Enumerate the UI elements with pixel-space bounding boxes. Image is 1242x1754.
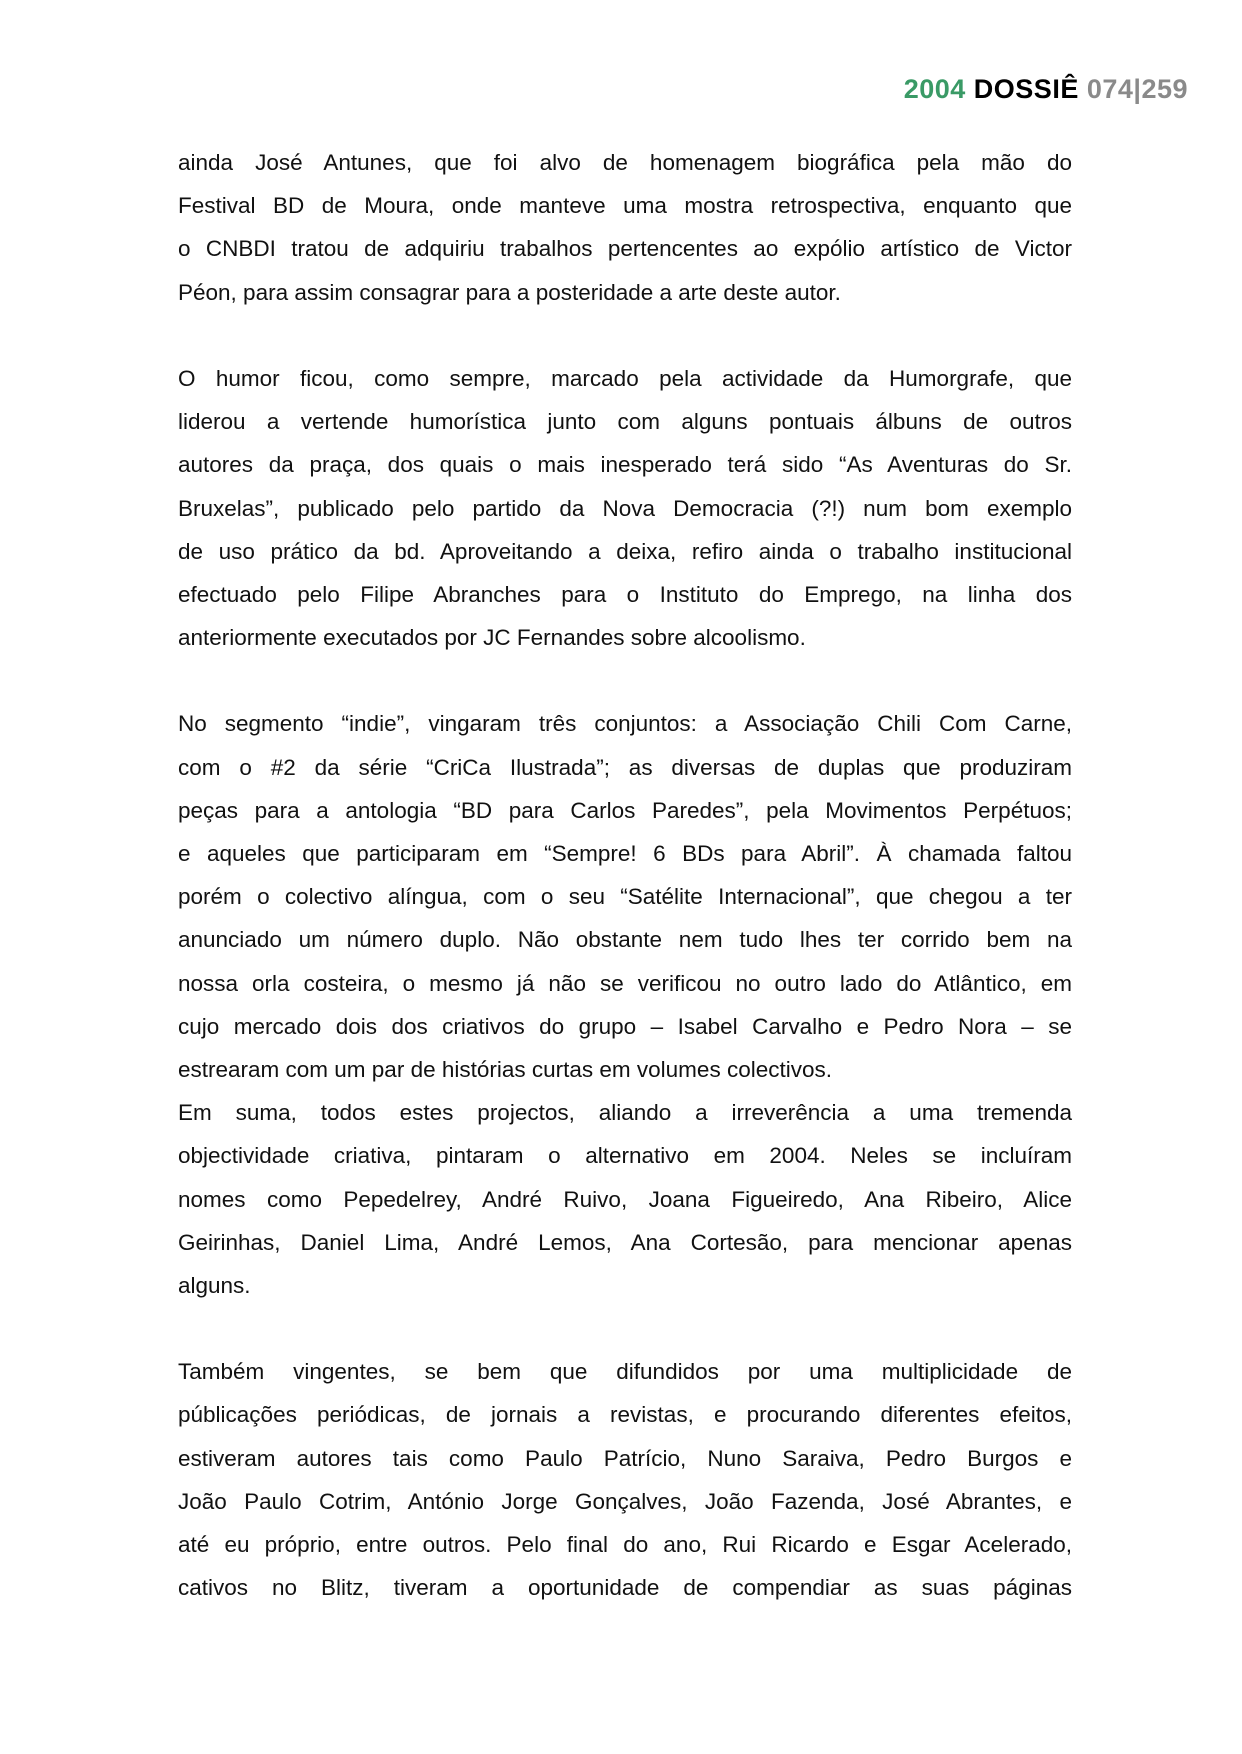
text-line: porém o colectivo alíngua, com o seu “Satélite Internacional”, que chegou a ter [178, 884, 1072, 910]
text-line: anteriormente executados por JC Fernandes sobre alcoolismo. [178, 625, 806, 651]
text-line: com o #2 da série “CriCa Ilustrada”; as diversas de duplas que produziram [178, 754, 1072, 780]
text-line: Geirinhas, Daniel Lima, André Lemos, Ana Cortesão, para mencionar apenas [178, 1229, 1072, 1255]
header-year: 2004 [903, 74, 966, 104]
paragraph [178, 702, 1072, 1091]
text-line: públicações periódicas, de jornais a revistas, e procurando diferentes efeitos, [178, 1402, 1072, 1428]
text-line: anunciado um número duplo. Não obstante nem tudo lhes ter corrido bem na [178, 927, 1072, 953]
paragraph-spacer [178, 659, 1072, 702]
paragraph [178, 357, 1072, 659]
text-line: o CNBDI tratou de adquiriu trabalhos pertencentes ao expólio artístico de Victor [178, 236, 1072, 262]
paragraph-spacer [178, 1307, 1072, 1350]
text-line: alguns. [178, 1272, 251, 1298]
text-line: Péon, para assim consagrar para a posteridade a arte deste autor. [178, 279, 841, 305]
text-line: liderou a vertende humorística junto com alguns pontuais álbuns de outros [178, 409, 1072, 435]
text-line: Festival BD de Moura, onde manteve uma mostra retrospectiva, enquanto que [178, 193, 1072, 219]
text-line: de uso prático da bd. Aproveitando a deixa, refiro ainda o trabalho institucional [178, 538, 1072, 564]
text-line: ainda José Antunes, que foi alvo de homenagem biográfica pela mão do [178, 150, 1072, 175]
text-line: No segmento “indie”, vingaram três conjuntos: a Associação Chili Com Carne, [178, 711, 1072, 737]
paragraph [178, 1350, 1072, 1609]
text-line: peças para a antologia “BD para Carlos Paredes”, pela Movimentos Perpétuos; [178, 797, 1072, 823]
text-line: Em suma, todos estes projectos, aliando a irreverência a uma tremenda [178, 1100, 1072, 1126]
text-line: Também vingentes, se bem que difundidos por uma multiplicidade de [178, 1359, 1072, 1385]
page-header [904, 74, 1188, 105]
text-line: autores da praça, dos quais o mais inesperado terá sido “As Aventuras do Sr. [178, 452, 1072, 478]
paragraph [178, 141, 1072, 314]
document-body [178, 141, 1072, 1609]
text-line: cujo mercado dois dos criativos do grupo – Isabel Carvalho e Pedro Nora – se [178, 1013, 1072, 1039]
text-line: estrearam com um par de histórias curtas em volumes colectivos. [178, 1056, 832, 1082]
text-line: efectuado pelo Filipe Abranches para o Instituto do Emprego, na linha dos [178, 581, 1072, 607]
header-page-number: 074|259 [1086, 74, 1188, 104]
text-line: Bruxelas”, publicado pelo partido da Nova Democracia (?!) num bom exemplo [178, 495, 1072, 521]
header-title: DOSSIÊ [973, 74, 1079, 104]
paragraph-spacer [178, 314, 1072, 357]
text-line: estiveram autores tais como Paulo Patrício, Nuno Saraiva, Pedro Burgos e [178, 1445, 1072, 1471]
text-line: e aqueles que participaram em “Sempre! 6 BDs para Abril”. À chamada faltou [178, 841, 1072, 866]
text-line: nomes como Pepedelrey, André Ruivo, Joana Figueiredo, Ana Ribeiro, Alice [178, 1186, 1072, 1212]
text-line: O humor ficou, como sempre, marcado pela actividade da Humorgrafe, que [178, 365, 1072, 391]
text-line: João Paulo Cotrim, António Jorge Gonçalves, João Fazenda, José Abrantes, e [178, 1488, 1072, 1514]
text-line: nossa orla costeira, o mesmo já não se verificou no outro lado do Atlântico, em [178, 970, 1072, 996]
text-line: cativos no Blitz, tiveram a oportunidade de compendiar as suas páginas [178, 1575, 1072, 1601]
text-line: até eu próprio, entre outros. Pelo final do ano, Rui Ricardo e Esgar Acelerado, [178, 1532, 1072, 1557]
text-line: objectividade criativa, pintaram o alternativo em 2004. Neles se incluíram [178, 1143, 1072, 1169]
paragraph [178, 1091, 1072, 1307]
